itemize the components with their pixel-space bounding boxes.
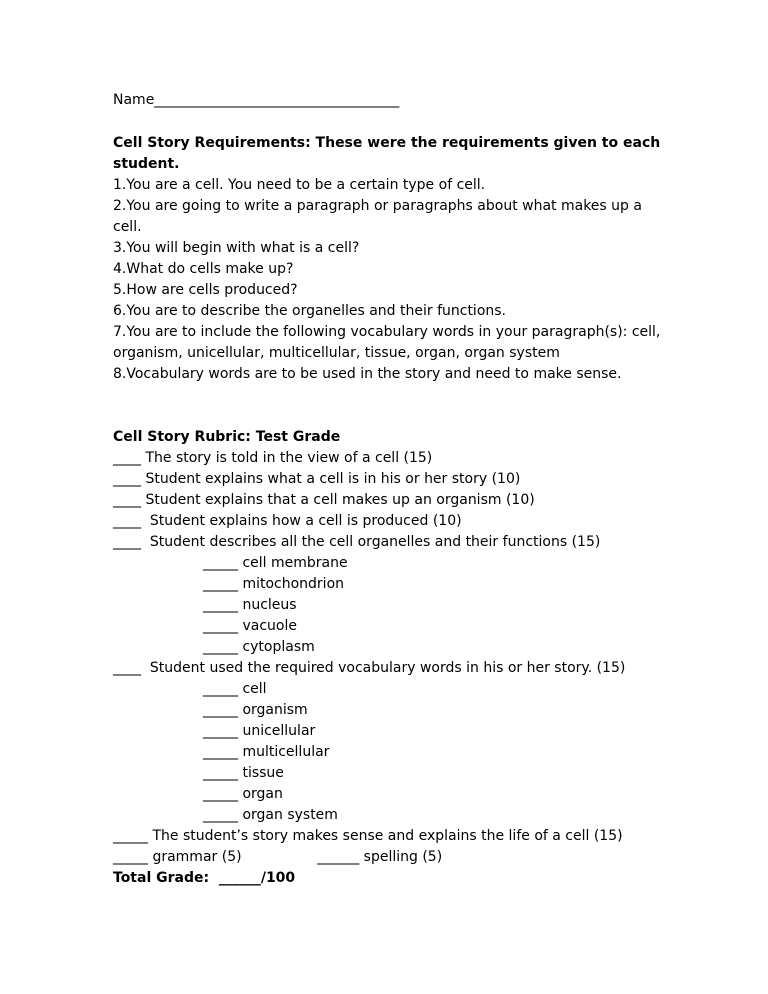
requirement-item: 1.You are a cell. You need to be a certain type of cell. xyxy=(113,177,486,193)
requirement-item: 6.You are to describe the organelles and their functions. xyxy=(113,303,507,319)
rubric-criterion: ____ Student explains how a cell is produced (10) xyxy=(113,513,462,529)
requirement-item: cell. xyxy=(113,219,142,235)
requirement-item: 8.Vocabulary words are to be used in the story and need to make sense. xyxy=(113,366,622,382)
organelle-item: _____ vacuole xyxy=(203,618,297,634)
grammar-spelling-line: _____ grammar (5) ______ spelling (5) xyxy=(113,849,443,865)
requirements-heading-line2: student. xyxy=(113,156,180,172)
vocab-criterion: ____ Student used the required vocabulary words in his or her story. (15) xyxy=(113,660,626,676)
requirement-item: 5.How are cells produced? xyxy=(113,282,298,298)
sense-criterion: _____ The student’s story makes sense and explains the life of a cell (15) xyxy=(113,828,623,844)
vocab-word-item: _____ organ xyxy=(203,786,283,802)
requirements-heading-line1: Cell Story Requirements: These were the requirements given to each xyxy=(113,135,661,151)
vocab-word-item: _____ multicellular xyxy=(203,744,330,760)
vocab-word-item: _____ organism xyxy=(203,702,308,718)
organelle-item: _____ cytoplasm xyxy=(203,639,315,655)
vocab-word-item: _____ cell xyxy=(203,681,267,697)
rubric-criterion: ____ Student explains what a cell is in his or her story (10) xyxy=(113,471,521,487)
requirement-item: 2.You are going to write a paragraph or paragraphs about what makes up a xyxy=(113,198,642,214)
requirement-item: 7.You are to include the following vocabulary words in your paragraph(s): cell, xyxy=(113,324,661,340)
vocab-word-item: _____ tissue xyxy=(203,765,284,781)
requirement-item: 3.You will begin with what is a cell? xyxy=(113,240,360,256)
requirement-item: 4.What do cells make up? xyxy=(113,261,294,277)
rubric-criterion: ____ Student explains that a cell makes up an organism (10) xyxy=(113,492,535,508)
rubric-criterion: ____ The story is told in the view of a cell (15) xyxy=(113,450,433,466)
total-grade-line: Total Grade: ______/100 xyxy=(113,870,296,886)
organelle-item: _____ mitochondrion xyxy=(203,576,345,592)
requirement-item: organism, unicellular, multicellular, tissue, organ, organ system xyxy=(113,345,560,361)
rubric-criterion: ____ Student describes all the cell organelles and their functions (15) xyxy=(113,534,601,550)
name-line: Name___________________________________ xyxy=(113,92,400,108)
rubric-heading: Cell Story Rubric: Test Grade xyxy=(113,429,341,445)
organelle-item: _____ cell membrane xyxy=(203,555,348,571)
vocab-word-item: _____ unicellular xyxy=(203,723,316,739)
vocab-word-item: _____ organ system xyxy=(203,807,338,823)
organelle-item: _____ nucleus xyxy=(203,597,297,613)
